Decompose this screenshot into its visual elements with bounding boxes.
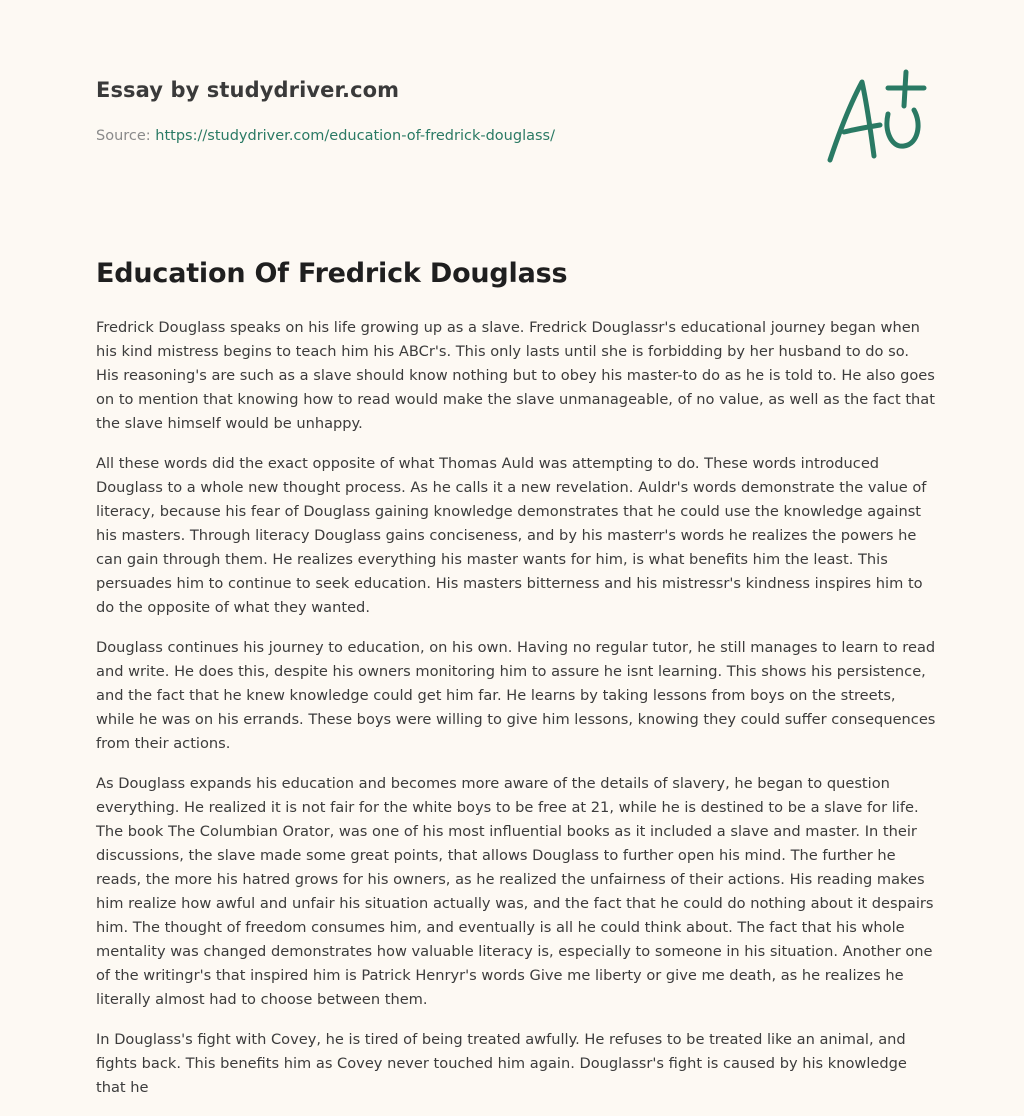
source-link[interactable]: https://studydriver.com/education-of-fredrick-douglass/: [155, 128, 555, 144]
page-header: [96, 76, 796, 146]
paragraph: In Douglass's fight with Covey, he is tired of being treated awfully. He refuses to be treated like an animal, and fights back. This benefits him as Covey never touched him again. Douglassr's fight is caused by his knowledge that he: [96, 1031, 907, 1096]
source-line: [96, 126, 796, 146]
paragraph: Douglass continues his journey to education, on his own. Having no regular tutor, he still manages to learn to read and write. He does this, despite his owners monitoring him to assure he isnt learning. This shows his persistence, and the fact that he knew knowledge could get him far. He learns by taking lessons from boys on the streets, while he was on his errands. These boys were willing to give him lessons, knowing they could suffer consequences from their actions.: [96, 639, 936, 752]
essay-body: [96, 316, 936, 1116]
a-plus-logo-icon: [822, 66, 930, 166]
paragraph: All these words did the exact opposite of what Thomas Auld was attempting to do. These words introduced Douglass to a whole new thought process. As he calls it a new revelation. Auldr's words demonstrate the value of literacy, because his fear of Douglass gaining knowledge demonstrates that he could use the knowledge against his masters. Through literacy Douglass gains conciseness, and by his masterr's words he realizes the powers he can gain through them. He realizes everything his master wants for him, is what benefits him the least. This persuades him to continue to seek education. His masters bitterness and his mistressr's kindness inspires him to do the opposite of what they wanted.: [96, 455, 927, 616]
essay-title: Education Of Fredrick Douglass: [96, 258, 568, 289]
paragraph: As Douglass expands his education and becomes more aware of the details of slavery, he began to question everything. He realized it is not fair for the white boys to be free at 21, while he is destined to be a slave for life. The book The Columbian Orator, was one of his most influential books as it included a slave and master. In their discussions, the slave made some great points, that allows Douglass to further open his mind. The further he reads, the more his hatred grows for his owners, as he realized the unfairness of their actions. His reading makes him realize how awful and unfair his situation actually was, and the fact that he could do nothing about it despairs him. The thought of freedom consumes him, and eventually is all he could think about. The fact that his whole mentality was changed demonstrates how valuable literacy is, especially to someone in his situation. Another one of the writingr's that inspired him is Patrick Henryr's words Give me liberty or give me death, as he realizes he literally almost had to choose between them.: [96, 775, 934, 1008]
brand-title: Essay by studydriver.com: [96, 78, 400, 102]
paragraph: Fredrick Douglass speaks on his life growing up as a slave. Fredrick Douglassr's educational journey began when his kind mistress begins to teach him his ABCr's. This only lasts until she is forbidding by her husband to do so. His reasoning's are such as a slave should know nothing but to obey his master-to do as he is told to. He also goes on to mention that knowing how to read would make the slave unmanageable, of no value, as well as the fact that the slave himself would be unhappy.: [96, 319, 935, 432]
source-label: Source:: [96, 128, 156, 144]
